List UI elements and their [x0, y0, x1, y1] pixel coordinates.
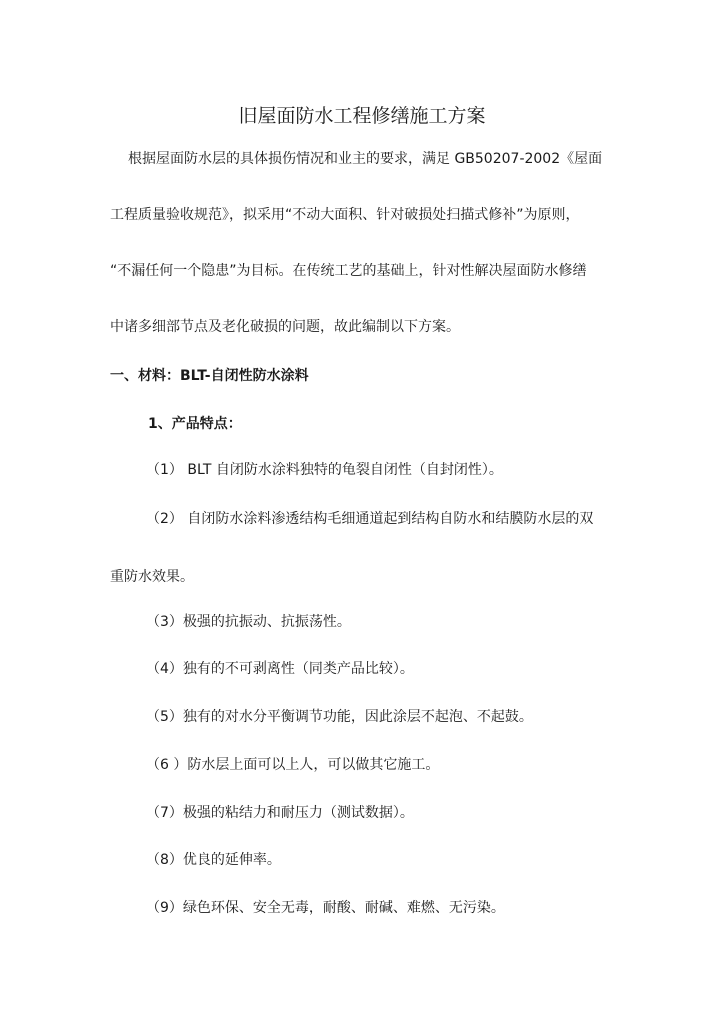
feature-item-4: （4）独有的不可剥离性（同类产品比较）。	[146, 661, 414, 677]
intro-line-2: 工程质量验收规范》，拟采用“不动大面积、针对破损处扫描式修补”为原则，	[110, 207, 580, 223]
intro-line-1: 根据屋面防水层的具体损伤情况和业主的要求，满足 GB50207-2002《屋面	[128, 151, 603, 167]
subsection-heading-features: 1、产品特点：	[148, 416, 242, 432]
intro-line-3: “不漏任何一个隐患”为目标。在传统工艺的基础上，针对性解决屋面防水修缮	[110, 263, 587, 279]
feature-item-2-continued: 重防水效果。	[110, 569, 194, 585]
feature-item-2: （2） 自闭防水涂料渗透结构毛细通道起到结构自防水和结膜防水层的双	[146, 511, 594, 527]
intro-line-4: 中诸多细部节点及老化破损的问题，故此编制以下方案。	[110, 319, 460, 335]
feature-item-3: （3）极强的抗振动、抗振荡性。	[146, 614, 351, 630]
feature-item-9: （9）绿色环保、安全无毒，耐酸、耐碱、难燃、无污染。	[146, 900, 505, 916]
feature-item-1: （1） BLT 自闭防水涂料独特的龟裂自闭性（自封闭性）。	[146, 462, 503, 478]
feature-item-6: （6 ）防水层上面可以上人，可以做其它施工。	[146, 757, 440, 773]
feature-item-8: （8）优良的延伸率。	[146, 852, 281, 868]
feature-item-7: （7）极强的粘结力和耐压力（测试数据）。	[146, 805, 414, 821]
feature-item-5: （5）独有的对水分平衡调节功能，因此涂层不起泡、不起鼓。	[146, 709, 533, 725]
document-title: 旧屋面防水工程修缮施工方案	[238, 105, 486, 127]
section-heading-materials: 一、材料：BLT-自闭性防水涂料	[110, 368, 309, 384]
